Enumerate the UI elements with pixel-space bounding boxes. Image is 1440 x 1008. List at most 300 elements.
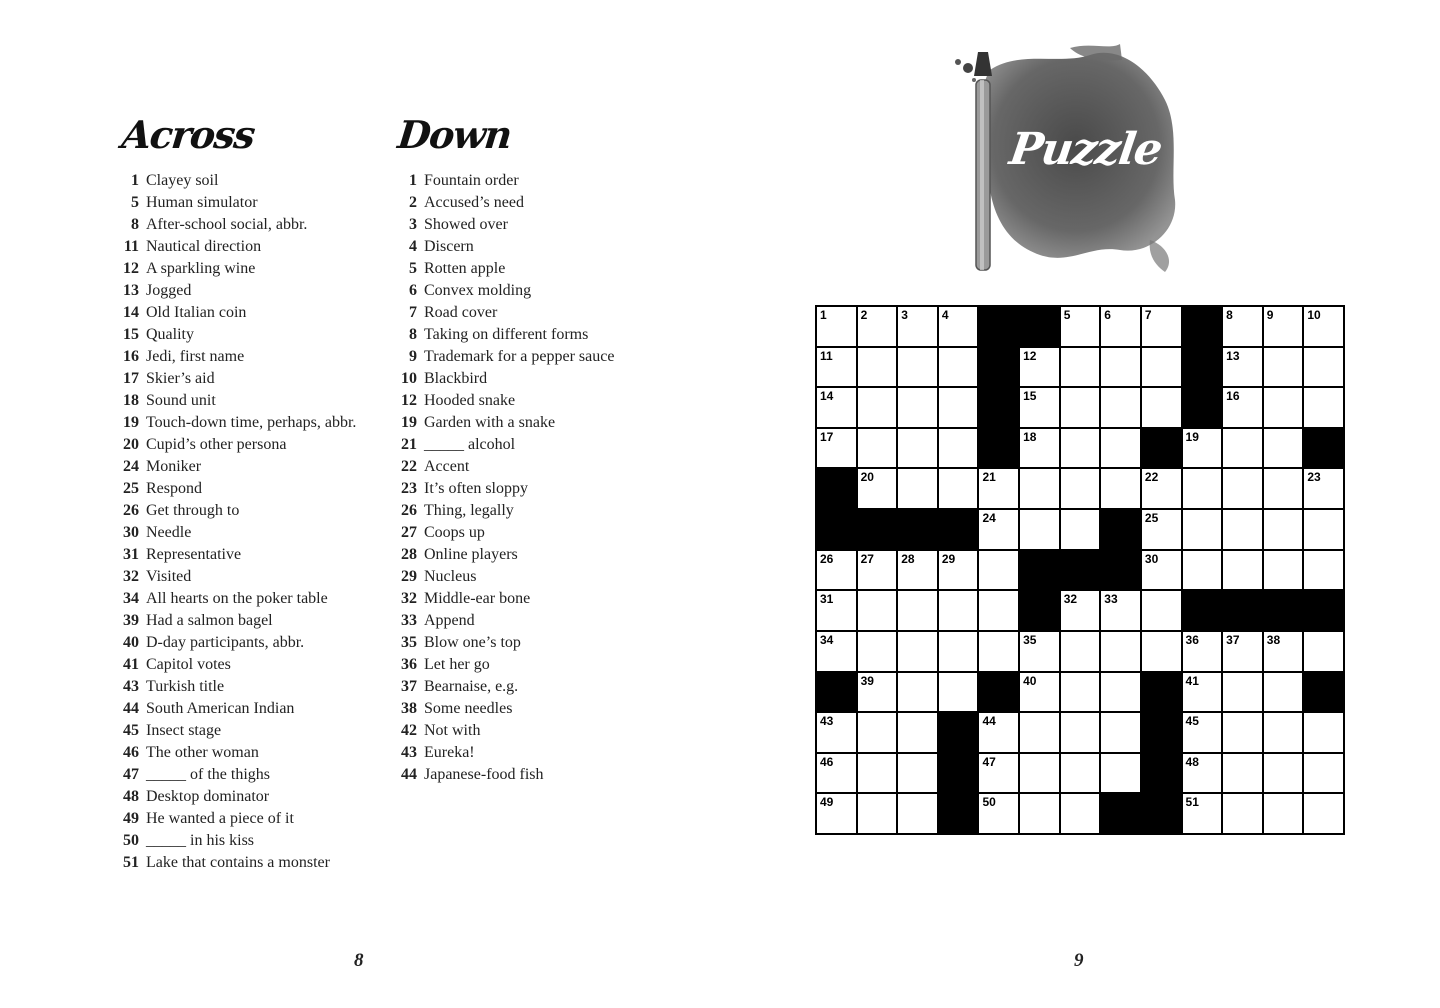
grid-cell[interactable] bbox=[1264, 551, 1303, 590]
grid-cell[interactable] bbox=[1183, 794, 1222, 833]
grid-block-cell bbox=[1223, 591, 1262, 630]
grid-cell[interactable] bbox=[1304, 794, 1343, 833]
grid-cell[interactable] bbox=[1101, 591, 1140, 630]
clue-number: 48 bbox=[123, 788, 139, 805]
clue-item bbox=[390, 522, 690, 544]
grid-cell-number: 51 bbox=[1185, 795, 1199, 810]
clue-number: 35 bbox=[401, 634, 417, 651]
clue-number: 1 bbox=[131, 172, 139, 189]
grid-cell[interactable] bbox=[1304, 388, 1343, 427]
grid-cell[interactable] bbox=[979, 591, 1018, 630]
clue-item bbox=[390, 456, 690, 478]
clue-number: 19 bbox=[401, 414, 417, 431]
clue-number: 18 bbox=[123, 392, 139, 409]
grid-cell-number: 28 bbox=[901, 551, 915, 566]
grid-block-cell bbox=[979, 307, 1018, 346]
grid-cell[interactable] bbox=[817, 754, 856, 793]
grid-cell[interactable] bbox=[858, 429, 897, 468]
grid-cell[interactable] bbox=[1142, 388, 1181, 427]
grid-cell-number: 22 bbox=[1144, 470, 1159, 485]
clue-item bbox=[112, 808, 382, 830]
grid-cell[interactable] bbox=[1264, 713, 1303, 752]
clue-number: 41 bbox=[123, 656, 139, 673]
grid-cell[interactable] bbox=[1101, 673, 1140, 712]
down-heading: Down bbox=[395, 112, 514, 157]
grid-cell[interactable] bbox=[1223, 673, 1262, 712]
grid-cell[interactable] bbox=[1223, 348, 1262, 387]
grid-block-cell bbox=[1020, 551, 1059, 590]
grid-cell[interactable] bbox=[898, 348, 937, 387]
clue-text: Respond bbox=[146, 480, 202, 497]
grid-cell[interactable] bbox=[1101, 307, 1140, 346]
grid-cell[interactable] bbox=[1101, 632, 1140, 671]
grid-cell[interactable] bbox=[1101, 713, 1140, 752]
grid-cell[interactable] bbox=[898, 754, 937, 793]
grid-cell[interactable] bbox=[1264, 348, 1303, 387]
grid-cell[interactable] bbox=[979, 754, 1018, 793]
grid-block-cell bbox=[1142, 794, 1181, 833]
grid-cell[interactable] bbox=[1142, 591, 1181, 630]
grid-cell[interactable] bbox=[858, 794, 897, 833]
grid-cell[interactable] bbox=[1183, 429, 1222, 468]
grid-cell[interactable] bbox=[817, 429, 856, 468]
grid-cell[interactable] bbox=[858, 754, 897, 793]
grid-block-cell bbox=[817, 469, 856, 508]
clue-text: Discern bbox=[424, 238, 474, 255]
grid-cell-number: 21 bbox=[982, 470, 996, 485]
clue-number: 4 bbox=[409, 238, 417, 255]
clue-number: 12 bbox=[401, 392, 417, 409]
grid-cell[interactable] bbox=[1223, 794, 1262, 833]
grid-cell[interactable] bbox=[898, 591, 937, 630]
clue-text: Old Italian coin bbox=[146, 304, 247, 321]
grid-cell-number: 3 bbox=[901, 308, 908, 322]
clue-number: 32 bbox=[123, 568, 139, 585]
clue-text: Garden with a snake bbox=[424, 414, 556, 431]
clue-item bbox=[390, 412, 690, 434]
grid-cell[interactable] bbox=[858, 632, 897, 671]
grid-cell[interactable] bbox=[1061, 673, 1100, 712]
clue-item bbox=[112, 830, 382, 852]
grid-cell[interactable] bbox=[939, 591, 978, 630]
grid-cell[interactable] bbox=[1101, 754, 1140, 793]
clue-text: Taking on different forms bbox=[424, 326, 589, 343]
grid-cell[interactable] bbox=[817, 348, 856, 387]
grid-cell[interactable] bbox=[1223, 307, 1262, 346]
grid-cell-number: 39 bbox=[860, 673, 874, 688]
clue-number: 34 bbox=[123, 590, 139, 607]
grid-cell[interactable] bbox=[939, 388, 978, 427]
clue-number: 37 bbox=[401, 678, 417, 695]
clue-item bbox=[390, 236, 690, 258]
clue-text: Cupid’s other persona bbox=[146, 436, 287, 453]
grid-cell-number: 31 bbox=[820, 592, 834, 607]
grid-cell[interactable] bbox=[858, 469, 897, 508]
clue-item bbox=[112, 434, 382, 456]
grid-cell[interactable] bbox=[858, 673, 897, 712]
grid-cell[interactable] bbox=[1020, 348, 1059, 387]
clue-number: 28 bbox=[401, 546, 417, 563]
grid-cell[interactable] bbox=[979, 632, 1018, 671]
clue-number: 25 bbox=[123, 480, 139, 497]
grid-block-cell bbox=[939, 713, 978, 752]
clue-item bbox=[390, 698, 690, 720]
clue-text: Accent bbox=[424, 458, 470, 475]
grid-cell[interactable] bbox=[1061, 510, 1100, 549]
grid-cell-number: 23 bbox=[1307, 470, 1321, 485]
grid-cell[interactable] bbox=[1101, 429, 1140, 468]
clue-number: 26 bbox=[401, 502, 417, 519]
clue-number: 5 bbox=[409, 260, 417, 277]
grid-cell[interactable] bbox=[1020, 632, 1059, 671]
clue-number: 3 bbox=[409, 216, 417, 233]
clue-text: Not with bbox=[424, 722, 481, 739]
grid-cell[interactable] bbox=[1264, 673, 1303, 712]
grid-cell[interactable] bbox=[939, 469, 978, 508]
clue-item bbox=[112, 852, 382, 874]
clue-item bbox=[390, 324, 690, 346]
clue-text: Turkish title bbox=[146, 678, 225, 695]
grid-block-cell bbox=[939, 754, 978, 793]
grid-cell[interactable] bbox=[1183, 632, 1222, 671]
grid-cell[interactable] bbox=[1020, 754, 1059, 793]
clue-item bbox=[390, 478, 690, 500]
clue-number: 44 bbox=[123, 700, 139, 717]
clue-number: 24 bbox=[123, 458, 139, 475]
clue-text: Get through to bbox=[146, 502, 240, 519]
grid-cell[interactable] bbox=[1264, 307, 1303, 346]
grid-cell-number: 30 bbox=[1144, 551, 1159, 566]
grid-cell[interactable] bbox=[1061, 632, 1100, 671]
grid-block-cell bbox=[1304, 429, 1343, 468]
grid-cell[interactable] bbox=[858, 591, 897, 630]
grid-cell-number: 20 bbox=[860, 470, 874, 485]
clue-text: He wanted a piece of it bbox=[146, 810, 294, 827]
grid-cell-number: 14 bbox=[820, 389, 834, 404]
grid-block-cell bbox=[1264, 591, 1303, 630]
grid-cell-number: 49 bbox=[820, 795, 834, 810]
grid-cell-number: 40 bbox=[1023, 673, 1037, 688]
grid-cell[interactable] bbox=[1183, 469, 1222, 508]
grid-cell[interactable] bbox=[898, 713, 937, 752]
grid-cell[interactable] bbox=[1304, 754, 1343, 793]
grid-cell[interactable] bbox=[817, 794, 856, 833]
down-clue-list bbox=[390, 170, 690, 786]
grid-cell[interactable] bbox=[979, 713, 1018, 752]
grid-cell[interactable] bbox=[979, 469, 1018, 508]
grid-block-cell bbox=[1020, 307, 1059, 346]
grid-cell-number: 33 bbox=[1104, 592, 1118, 607]
grid-block-cell bbox=[1061, 551, 1100, 590]
clue-text: Bearnaise, e.g. bbox=[424, 678, 519, 695]
grid-cell[interactable] bbox=[1101, 469, 1140, 508]
grid-cell[interactable] bbox=[1223, 510, 1262, 549]
grid-cell[interactable] bbox=[1223, 632, 1262, 671]
grid-cell-number: 36 bbox=[1185, 632, 1199, 647]
grid-block-cell bbox=[1304, 673, 1343, 712]
clue-item bbox=[112, 412, 382, 434]
clue-number: 14 bbox=[123, 304, 139, 321]
grid-cell[interactable] bbox=[898, 307, 937, 346]
clue-number: 26 bbox=[123, 502, 139, 519]
grid-cell-number: 44 bbox=[982, 714, 996, 729]
grid-cell[interactable] bbox=[1304, 551, 1343, 590]
grid-cell-number: 35 bbox=[1023, 632, 1037, 647]
clue-text: Insect stage bbox=[146, 722, 222, 739]
clue-text: Touch-down time, perhaps, abbr. bbox=[146, 414, 357, 431]
grid-cell[interactable] bbox=[1304, 307, 1343, 346]
grid-cell[interactable] bbox=[1264, 469, 1303, 508]
grid-cell-number: 6 bbox=[1104, 308, 1111, 322]
clue-number: 20 bbox=[123, 436, 139, 453]
clue-text: Some needles bbox=[424, 700, 513, 717]
grid-cell[interactable] bbox=[1304, 348, 1343, 387]
grid-block-cell bbox=[979, 348, 1018, 387]
grid-cell[interactable] bbox=[1304, 510, 1343, 549]
clue-number: 7 bbox=[409, 304, 417, 321]
grid-cell[interactable] bbox=[817, 307, 856, 346]
grid-cell[interactable] bbox=[939, 673, 978, 712]
clue-text: _____ of the thighs bbox=[146, 766, 270, 783]
clue-text: Quality bbox=[146, 326, 194, 343]
clue-item bbox=[112, 192, 382, 214]
grid-cell[interactable] bbox=[1223, 551, 1262, 590]
grid-cell-number: 5 bbox=[1063, 308, 1071, 322]
grid-cell[interactable] bbox=[1020, 429, 1059, 468]
clue-text: Blackbird bbox=[424, 370, 488, 387]
clue-item bbox=[112, 588, 382, 610]
grid-cell[interactable] bbox=[979, 510, 1018, 549]
clue-number: 6 bbox=[409, 282, 417, 299]
clue-number: 9 bbox=[409, 348, 417, 365]
grid-cell[interactable] bbox=[1142, 551, 1181, 590]
grid-cell[interactable] bbox=[1020, 794, 1059, 833]
grid-cell[interactable] bbox=[1020, 510, 1059, 549]
grid-block-cell bbox=[1183, 388, 1222, 427]
grid-cell[interactable] bbox=[1020, 469, 1059, 508]
grid-cell[interactable] bbox=[1264, 754, 1303, 793]
grid-cell-number: 11 bbox=[820, 348, 833, 363]
grid-cell[interactable] bbox=[858, 551, 897, 590]
grid-cell[interactable] bbox=[939, 307, 978, 346]
clue-number: 19 bbox=[123, 414, 139, 431]
grid-cell[interactable] bbox=[1142, 348, 1181, 387]
grid-cell[interactable] bbox=[1142, 469, 1181, 508]
grid-cell[interactable] bbox=[1183, 673, 1222, 712]
clue-text: After-school social, abbr. bbox=[146, 216, 308, 233]
grid-cell[interactable] bbox=[1142, 307, 1181, 346]
grid-cell[interactable] bbox=[898, 388, 937, 427]
clue-item bbox=[390, 544, 690, 566]
grid-cell[interactable] bbox=[1020, 673, 1059, 712]
grid-cell[interactable] bbox=[1061, 348, 1100, 387]
grid-cell-number: 2 bbox=[860, 308, 868, 322]
grid-cell[interactable] bbox=[858, 713, 897, 752]
clue-text: Coops up bbox=[424, 524, 485, 541]
clue-item bbox=[390, 170, 690, 192]
clue-item bbox=[112, 500, 382, 522]
clue-text: Middle-ear bone bbox=[424, 590, 531, 607]
clue-item bbox=[112, 610, 382, 632]
grid-cell[interactable] bbox=[898, 794, 937, 833]
clue-number: 36 bbox=[401, 656, 417, 673]
grid-block-cell bbox=[979, 429, 1018, 468]
clue-item bbox=[390, 346, 690, 368]
clue-item bbox=[112, 258, 382, 280]
clue-text: Convex molding bbox=[424, 282, 532, 299]
grid-cell[interactable] bbox=[1142, 632, 1181, 671]
clue-text: Needle bbox=[146, 524, 192, 541]
clue-text: Jogged bbox=[146, 282, 192, 299]
grid-cell[interactable] bbox=[858, 388, 897, 427]
grid-cell[interactable] bbox=[1061, 429, 1100, 468]
grid-cell-number: 26 bbox=[820, 551, 834, 566]
grid-cell-number: 43 bbox=[820, 714, 834, 729]
grid-cell[interactable] bbox=[1183, 551, 1222, 590]
grid-cell[interactable] bbox=[939, 632, 978, 671]
across-clue-list bbox=[112, 170, 382, 874]
clue-text: Nucleus bbox=[424, 568, 477, 585]
grid-cell-number: 15 bbox=[1023, 389, 1037, 404]
clue-number: 39 bbox=[123, 612, 139, 629]
grid-cell-number: 16 bbox=[1226, 389, 1240, 404]
grid-cell[interactable] bbox=[898, 469, 937, 508]
clue-item bbox=[112, 214, 382, 236]
clue-item bbox=[112, 522, 382, 544]
grid-cell[interactable] bbox=[898, 673, 937, 712]
grid-cell[interactable] bbox=[1061, 469, 1100, 508]
grid-cell[interactable] bbox=[1020, 388, 1059, 427]
grid-block-cell bbox=[1142, 713, 1181, 752]
grid-cell-number: 50 bbox=[982, 795, 996, 810]
grid-cell[interactable] bbox=[1061, 307, 1100, 346]
grid-cell-number: 25 bbox=[1144, 511, 1159, 526]
clue-number: 17 bbox=[123, 370, 139, 387]
grid-cell[interactable] bbox=[1020, 713, 1059, 752]
puzzle-title-block bbox=[950, 40, 1243, 280]
grid-cell[interactable] bbox=[979, 794, 1018, 833]
grid-cell[interactable] bbox=[1304, 469, 1343, 508]
grid-cell[interactable] bbox=[939, 348, 978, 387]
grid-cell[interactable] bbox=[1304, 632, 1343, 671]
clue-text: It’s often sloppy bbox=[424, 480, 528, 497]
grid-block-cell bbox=[1142, 673, 1181, 712]
grid-block-cell bbox=[979, 673, 1018, 712]
grid-cell[interactable] bbox=[1061, 388, 1100, 427]
grid-cell[interactable] bbox=[1264, 429, 1303, 468]
grid-cell[interactable] bbox=[1223, 429, 1262, 468]
grid-block-cell bbox=[1183, 307, 1222, 346]
clue-item bbox=[390, 654, 690, 676]
grid-cell[interactable] bbox=[1264, 510, 1303, 549]
grid-cell[interactable] bbox=[1142, 510, 1181, 549]
clue-number: 43 bbox=[123, 678, 139, 695]
grid-cell[interactable] bbox=[898, 429, 937, 468]
clue-item bbox=[112, 698, 382, 720]
clue-text: Online players bbox=[424, 546, 518, 563]
grid-cell[interactable] bbox=[1264, 794, 1303, 833]
grid-cell[interactable] bbox=[817, 713, 856, 752]
clue-item bbox=[112, 170, 382, 192]
page-number-left: 8 bbox=[354, 950, 364, 971]
grid-cell[interactable] bbox=[1183, 510, 1222, 549]
grid-cell-number: 46 bbox=[820, 754, 834, 769]
grid-cell[interactable] bbox=[979, 551, 1018, 590]
clue-text: D-day participants, abbr. bbox=[146, 634, 305, 651]
grid-cell[interactable] bbox=[1183, 713, 1222, 752]
grid-block-cell bbox=[1101, 510, 1140, 549]
clue-item bbox=[112, 302, 382, 324]
clue-item bbox=[390, 214, 690, 236]
clue-item bbox=[390, 610, 690, 632]
clue-item bbox=[390, 588, 690, 610]
grid-cell[interactable] bbox=[1223, 469, 1262, 508]
clue-item bbox=[112, 368, 382, 390]
clue-number: 44 bbox=[401, 766, 417, 783]
grid-cell[interactable] bbox=[1101, 348, 1140, 387]
grid-cell[interactable] bbox=[898, 632, 937, 671]
clue-text: Japanese-food fish bbox=[424, 766, 544, 783]
grid-cell-number: 7 bbox=[1144, 308, 1152, 322]
grid-cell[interactable] bbox=[1183, 754, 1222, 793]
clue-text: A sparkling wine bbox=[146, 260, 256, 277]
grid-cell[interactable] bbox=[1223, 388, 1262, 427]
grid-cell[interactable] bbox=[1304, 713, 1343, 752]
grid-block-cell bbox=[858, 510, 897, 549]
grid-cell[interactable] bbox=[817, 388, 856, 427]
clue-number: 45 bbox=[123, 722, 139, 739]
clue-number: 47 bbox=[123, 766, 139, 783]
grid-cell[interactable] bbox=[898, 551, 937, 590]
clue-text: Moniker bbox=[146, 458, 202, 475]
grid-cell[interactable] bbox=[1061, 591, 1100, 630]
clue-number: 51 bbox=[123, 854, 139, 871]
grid-cell[interactable] bbox=[939, 429, 978, 468]
clue-item bbox=[112, 654, 382, 676]
grid-cell[interactable] bbox=[858, 348, 897, 387]
grid-cell[interactable] bbox=[817, 591, 856, 630]
clue-text: Sound unit bbox=[146, 392, 216, 409]
grid-cell[interactable] bbox=[1061, 754, 1100, 793]
grid-cell[interactable] bbox=[1264, 632, 1303, 671]
grid-cell[interactable] bbox=[858, 307, 897, 346]
grid-cell-number: 48 bbox=[1185, 754, 1199, 769]
clue-text: Fountain order bbox=[424, 172, 519, 189]
grid-cell[interactable] bbox=[939, 551, 978, 590]
clue-text: Clayey soil bbox=[146, 172, 219, 189]
clue-item bbox=[112, 566, 382, 588]
clue-item bbox=[390, 566, 690, 588]
clue-item bbox=[112, 346, 382, 368]
clue-number: 5 bbox=[131, 194, 139, 211]
grid-cell[interactable] bbox=[817, 551, 856, 590]
grid-cell[interactable] bbox=[817, 632, 856, 671]
clue-text: Blow one’s top bbox=[424, 634, 521, 651]
across-heading: Across bbox=[119, 112, 257, 157]
grid-cell-number: 37 bbox=[1226, 632, 1240, 647]
grid-cell[interactable] bbox=[1223, 754, 1262, 793]
grid-cell[interactable] bbox=[1264, 388, 1303, 427]
grid-block-cell bbox=[939, 510, 978, 549]
grid-cell[interactable] bbox=[1223, 713, 1262, 752]
grid-cell[interactable] bbox=[1101, 388, 1140, 427]
grid-cell-number: 8 bbox=[1226, 308, 1233, 322]
grid-cell[interactable] bbox=[1061, 794, 1100, 833]
grid-cell-number: 38 bbox=[1266, 632, 1281, 647]
page-number-right: 9 bbox=[1074, 950, 1084, 971]
crossword-grid[interactable] bbox=[815, 305, 1345, 835]
grid-cell[interactable] bbox=[1061, 713, 1100, 752]
